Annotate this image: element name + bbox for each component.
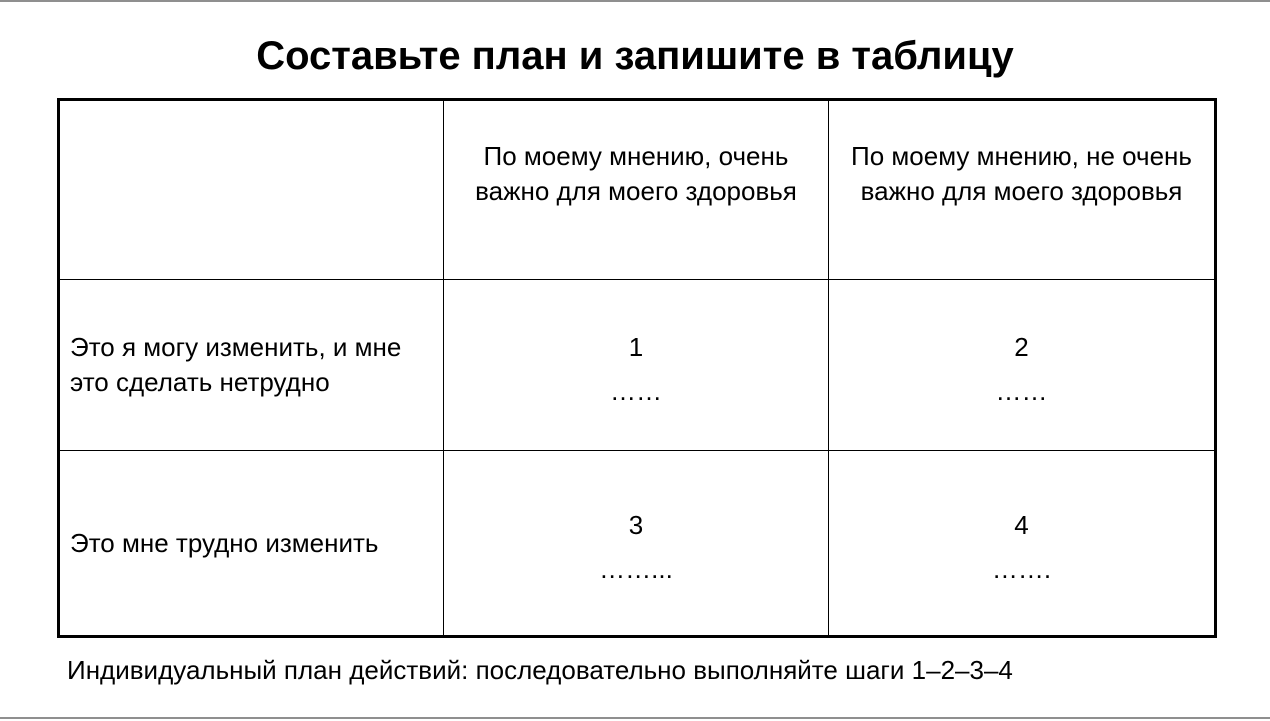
table-header-row <box>59 100 1216 280</box>
plan-table <box>57 98 1217 638</box>
footer-instruction: Индивидуальный план действий: последовательно выполняйте шаги 1–2–3–4 <box>67 655 1013 685</box>
top-border-line <box>0 0 1270 2</box>
answer-placeholder: ……... <box>599 554 673 584</box>
bottom-border-line <box>0 717 1270 719</box>
row-label-hard-to-change: Это мне трудно изменить <box>59 451 444 637</box>
cell-step-2[interactable] <box>829 280 1216 451</box>
header-not-important: По моему мнению, не очень важно для моего здоровья <box>829 100 1216 280</box>
cell-step-4[interactable] <box>829 451 1216 637</box>
step-number: 1 <box>628 332 644 362</box>
cell-step-3[interactable] <box>444 451 829 637</box>
page-title: Составьте план и запишите в таблицу <box>256 34 1014 78</box>
row-label-easy-to-change: Это я могу изменить, и мне это сделать нетрудно <box>59 280 444 451</box>
answer-placeholder: ……. <box>991 554 1052 584</box>
step-number: 2 <box>1014 332 1029 362</box>
step-number: 4 <box>1014 510 1029 540</box>
cell-step-1[interactable] <box>444 280 829 451</box>
corner-cell <box>59 100 444 280</box>
table-row <box>59 451 1216 637</box>
answer-placeholder: …… <box>995 376 1048 406</box>
step-number: 3 <box>628 510 644 540</box>
table-row <box>59 280 1216 451</box>
header-important: По моему мнению, очень важно для моего здоровья <box>444 100 829 280</box>
answer-placeholder: …… <box>610 376 662 406</box>
